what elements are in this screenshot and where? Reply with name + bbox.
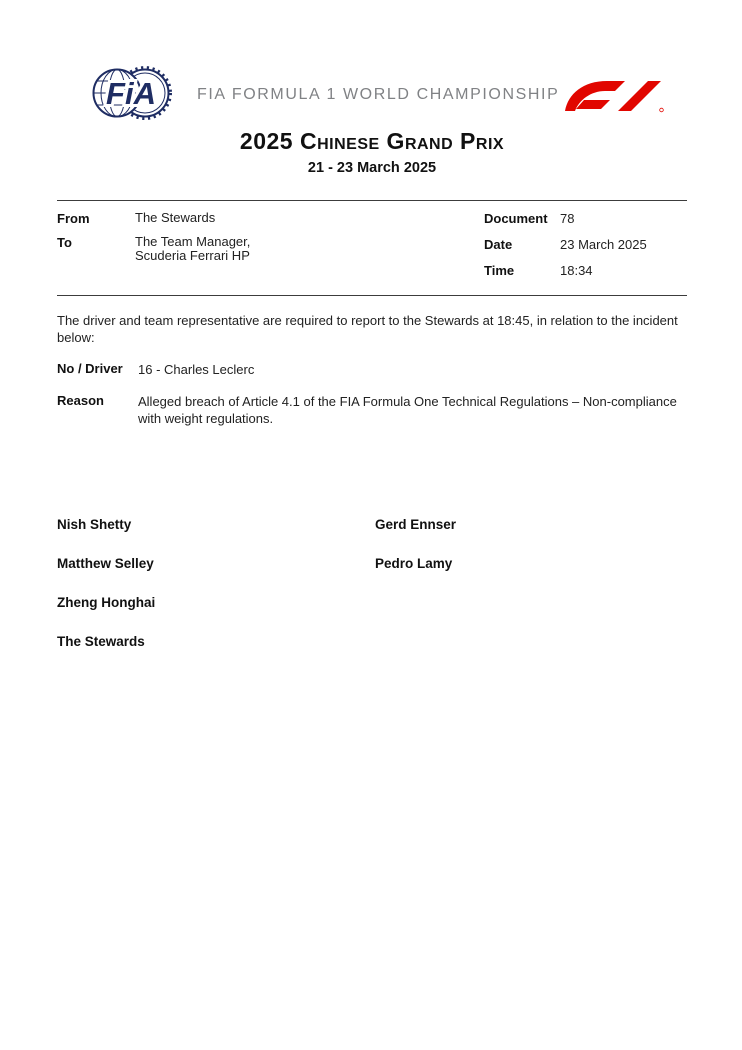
date-value: 23 March 2025	[560, 237, 647, 252]
document-label: Document	[484, 211, 548, 226]
to-value	[135, 235, 250, 263]
championship-title: FIA FORMULA 1 WORLD CHAMPIONSHIP	[197, 86, 560, 103]
from-value: The Stewards	[135, 210, 216, 225]
signature-name: Zheng Honghai	[57, 595, 156, 610]
signature-name: The Stewards	[57, 634, 145, 649]
signature-name: Gerd Ennser	[375, 517, 457, 532]
to-value-line1: The Team Manager,	[135, 234, 251, 249]
date-label: Date	[484, 237, 513, 252]
reason-value: Alleged breach of Article 4.1 of the FIA Formula One Technical Regulations – Non-compliance with weight regulations.	[138, 394, 677, 426]
to-label: To	[57, 235, 72, 250]
event-title: 2025 Chinese Grand Prix	[239, 128, 505, 154]
document-value: 78	[560, 211, 575, 226]
to-value-line2: Scuderia Ferrari HP	[135, 248, 250, 263]
no-driver-label: No / Driver	[57, 361, 123, 376]
event-dates: 21 - 23 March 2025	[307, 160, 437, 176]
f1-logo-one	[618, 81, 661, 111]
fia-logo-text: FiA	[106, 76, 156, 111]
fia-logo	[90, 60, 172, 127]
divider-top	[57, 200, 687, 201]
f1-logo	[560, 75, 664, 115]
signature-name: Matthew Selley	[57, 556, 154, 571]
no-driver-value: 16 - Charles Leclerc	[138, 362, 255, 377]
signature-name: Nish Shetty	[57, 517, 132, 532]
summons-text: The driver and team representative are required to report to the Stewards at 18:45, in relation to the incident below:	[57, 313, 678, 345]
time-label: Time	[484, 263, 515, 278]
signature-name	[375, 595, 689, 634]
f1-logo-f-bar	[576, 100, 610, 109]
signature-name: Pedro Lamy	[375, 556, 453, 571]
signature-name	[375, 634, 689, 673]
f1-logo-registered-mark	[660, 108, 664, 112]
reason-label: Reason	[57, 393, 104, 408]
from-label: From	[57, 211, 90, 226]
signatures-block	[57, 517, 689, 673]
divider-bottom	[57, 295, 687, 296]
time-value: 18:34	[560, 263, 593, 278]
